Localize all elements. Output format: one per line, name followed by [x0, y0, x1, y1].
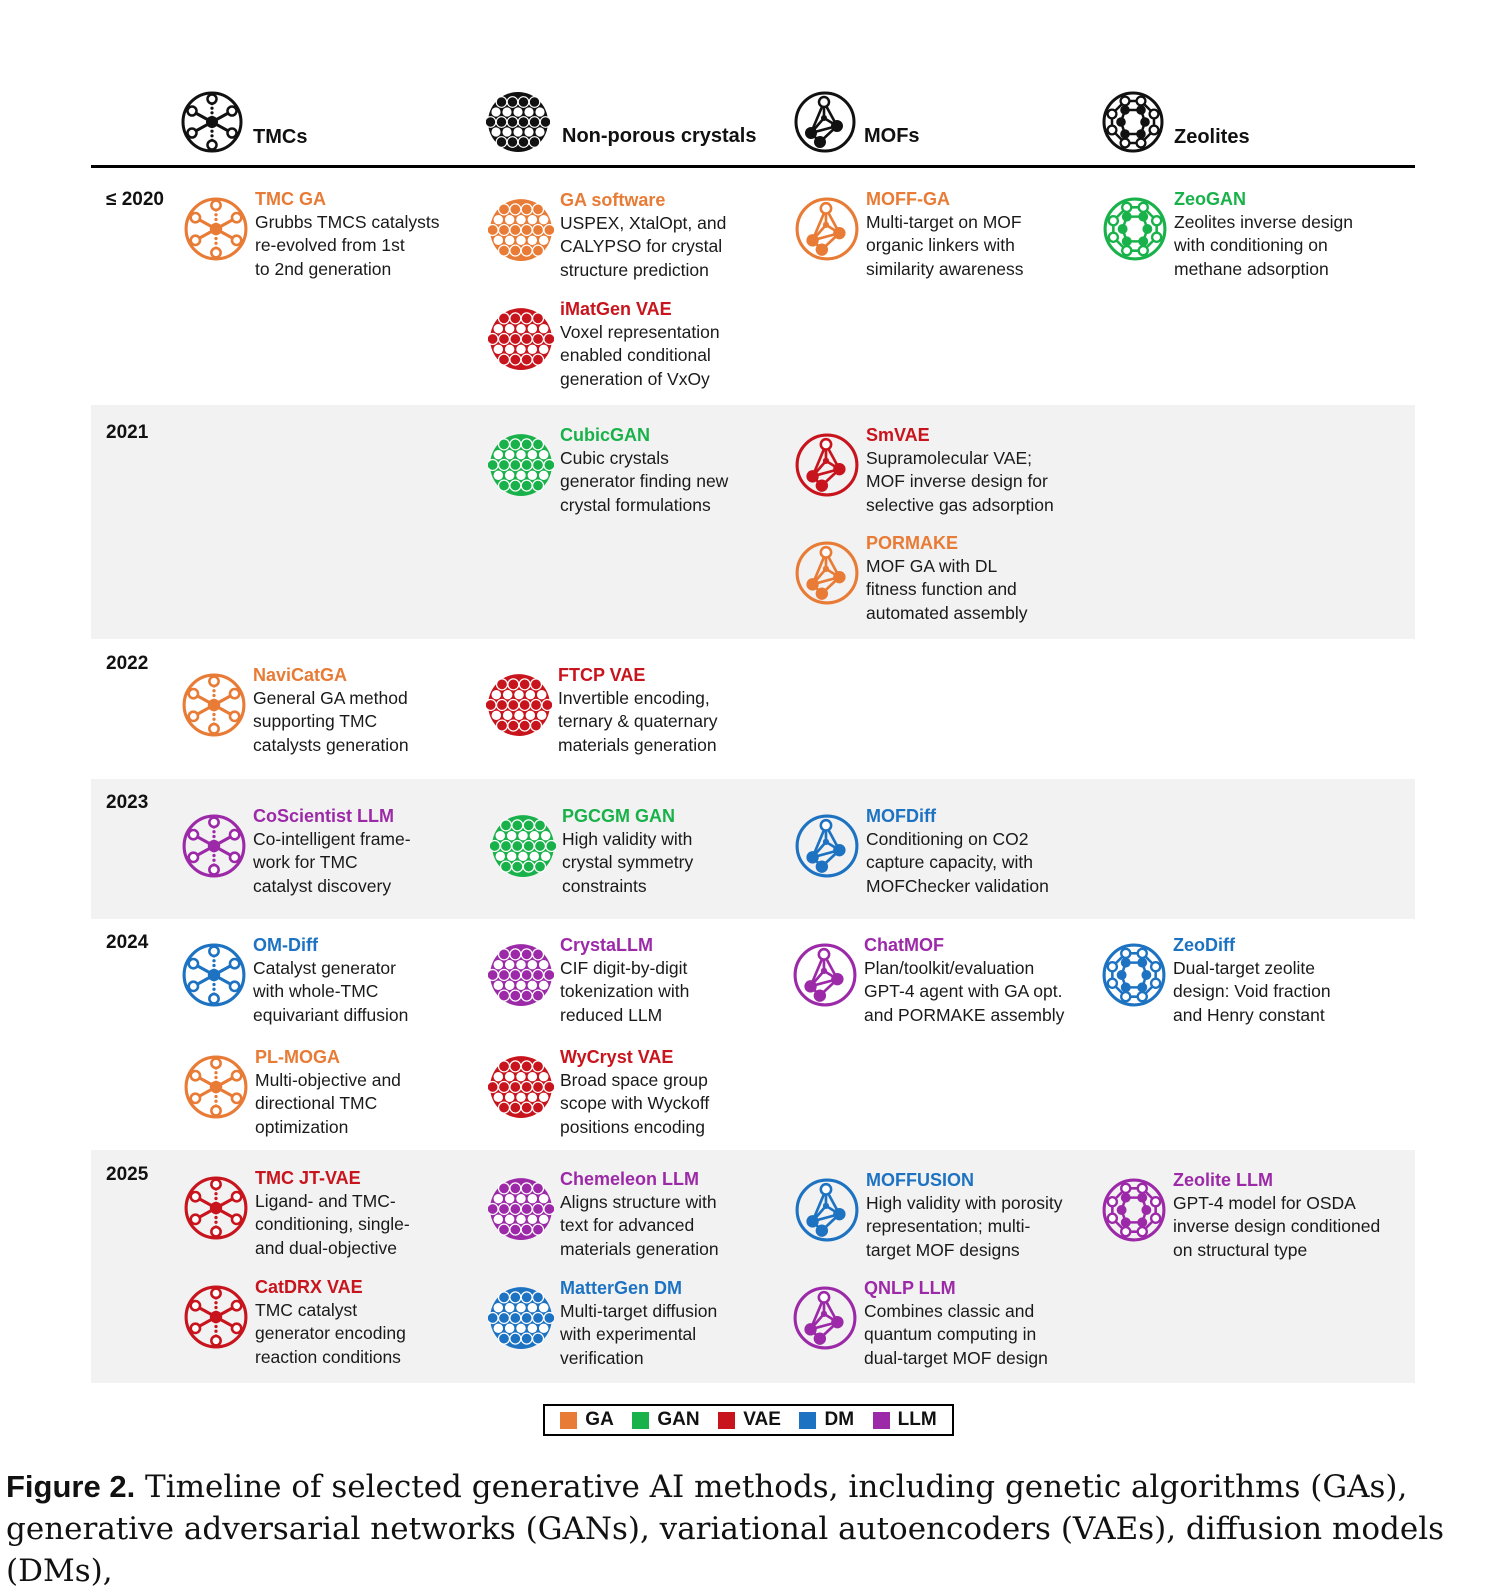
zeolite-icon [1101, 942, 1167, 1008]
entry-text [866, 188, 1116, 281]
entry-text [253, 805, 503, 898]
method-description: Dual-target zeolite design: Void fraction and Henry constant [1173, 958, 1331, 1025]
mof-icon [793, 90, 857, 154]
entry-text [1173, 934, 1423, 1027]
tmc-icon [183, 196, 249, 262]
entry-text [255, 1167, 505, 1260]
mof-icon [794, 196, 860, 262]
mof-icon [794, 540, 860, 606]
method-name: MOFF-GA [866, 189, 950, 209]
method-name: ChatMOF [864, 935, 944, 955]
method-name: MOFDiff [866, 806, 936, 826]
column-label: MOFs [864, 125, 920, 147]
figure-label: Figure 2. [6, 1469, 136, 1504]
method-description: Combines classic and quantum computing in dual-target MOF design [864, 1301, 1048, 1368]
method-description: Grubbs TMCS catalysts re-evolved from 1st to 2nd generation [255, 212, 440, 279]
method-name: ZeoDiff [1173, 935, 1235, 955]
crystal-icon [488, 1054, 554, 1120]
entry-text [560, 934, 810, 1027]
legend-swatch [632, 1412, 649, 1429]
method-description: MOF GA with DL fitness function and automated assembly [866, 556, 1028, 623]
legend-item-dm [799, 1409, 854, 1431]
method-name: OM-Diff [253, 935, 318, 955]
method-name: CoScientist LLM [253, 806, 395, 826]
method-name: GA software [560, 190, 666, 210]
method-description: CIF digit-by-digit tokenization with reduced LLM [560, 958, 690, 1025]
tmc-icon [180, 90, 244, 154]
caption-text: Timeline of selected generative AI methods, including genetic algorithms (GAs), generative adversarial networks (GANs), variational autoencoders (VAEs), diffusion models (DMs), [6, 1469, 1445, 1589]
legend-swatch [718, 1412, 735, 1429]
column-label: Zeolites [1174, 126, 1250, 148]
crystal-icon [488, 306, 554, 372]
entry-text [253, 664, 503, 757]
mof-icon [794, 813, 860, 879]
zeolite-icon [1101, 90, 1165, 154]
method-name: MatterGen DM [560, 1278, 683, 1298]
legend-label: DM [824, 1409, 855, 1430]
tmc-icon [181, 813, 247, 879]
tmc-icon [183, 1284, 249, 1350]
method-description: Conditioning on CO2 capture capacity, with MOFChecker validation [866, 829, 1049, 896]
method-description: Zeolites inverse design with conditioning on methane adsorption [1174, 212, 1353, 279]
entry-text [558, 664, 808, 757]
method-description: Co-intelligent frame- work for TMC catalyst discovery [253, 829, 411, 896]
year-label: 2022 [106, 653, 149, 674]
legend-label: VAE [743, 1409, 781, 1430]
method-name: WyCryst VAE [560, 1047, 674, 1067]
legend-label: LLM [897, 1409, 937, 1430]
entry-text [560, 1046, 810, 1139]
header-rule [91, 165, 1415, 168]
method-name: PL-MOGA [255, 1047, 340, 1067]
method-description: Cubic crystals generator finding new crystal formulations [560, 448, 729, 515]
legend-item-llm [873, 1409, 937, 1431]
method-name: Chemeleon LLM [560, 1169, 700, 1189]
entry-text [1173, 1169, 1423, 1262]
method-description: Aligns structure with text for advanced materials generation [560, 1192, 719, 1259]
method-name: SmVAE [866, 425, 930, 445]
entry-text [864, 1277, 1114, 1370]
entry-text [255, 188, 505, 281]
tmc-icon [183, 1175, 249, 1241]
entry-text [866, 1169, 1116, 1262]
method-description: General GA method supporting TMC catalysts generation [253, 688, 409, 755]
method-description: Invertible encoding, ternary & quaternary materials generation [558, 688, 718, 755]
legend-item-ga [560, 1409, 614, 1431]
crystal-icon [490, 813, 556, 879]
entry-text [866, 532, 1116, 625]
legend-swatch [560, 1412, 577, 1429]
method-description: USPEX, XtalOpt, and CALYPSO for crystal structure prediction [560, 213, 727, 280]
entry-text [562, 805, 812, 898]
column-label: Non-porous crystals [562, 125, 757, 147]
method-name: MOFFUSION [866, 1170, 974, 1190]
method-description: Multi-target on MOF organic linkers with similarity awareness [866, 212, 1024, 279]
method-description: TMC catalyst generator encoding reaction conditions [255, 1300, 406, 1367]
method-description: Multi-target diffusion with experimental verification [560, 1301, 718, 1368]
method-name: Zeolite LLM [1173, 1170, 1273, 1190]
method-description: Voxel representation enabled conditional generation of VxOy [560, 322, 720, 389]
entry-text [560, 424, 810, 517]
method-name: PGCGM GAN [562, 806, 676, 826]
crystal-icon [488, 1176, 554, 1242]
zeolite-icon [1102, 196, 1168, 262]
crystal-icon [488, 432, 554, 498]
entry-text [864, 934, 1114, 1027]
crystal-icon [488, 197, 554, 263]
method-description: GPT-4 model for OSDA inverse design conditioned on structural type [1173, 1193, 1381, 1260]
method-name: CubicGAN [560, 425, 650, 445]
method-name: NaviCatGA [253, 665, 348, 685]
method-name: TMC GA [255, 189, 326, 209]
method-name: QNLP LLM [864, 1278, 956, 1298]
method-name: iMatGen VAE [560, 299, 672, 319]
method-description: Ligand- and TMC- conditioning, single- and dual-objective [255, 1191, 410, 1258]
legend-swatch [873, 1412, 890, 1429]
method-description: Multi-objective and directional TMC optimization [255, 1070, 401, 1137]
tmc-icon [181, 672, 247, 738]
entry-text [1174, 188, 1424, 281]
legend-label: GAN [657, 1409, 700, 1430]
entry-text [560, 298, 810, 391]
crystal-icon [488, 1285, 554, 1351]
tmc-icon [181, 942, 247, 1008]
legend-item-vae [718, 1409, 781, 1431]
method-name: CatDRX VAE [255, 1277, 363, 1297]
entry-text [255, 1276, 505, 1369]
method-name: CrystaLLM [560, 935, 654, 955]
entry-text [560, 1277, 810, 1370]
method-name: FTCP VAE [558, 665, 646, 685]
column-label: TMCs [253, 126, 308, 148]
mof-icon [794, 1177, 860, 1243]
method-description: Catalyst generator with whole-TMC equivariant diffusion [253, 958, 409, 1025]
method-name: ZeoGAN [1174, 189, 1246, 209]
entry-text [560, 1168, 810, 1261]
method-name: TMC JT-VAE [255, 1168, 361, 1188]
method-description: Broad space group scope with Wyckoff positions encoding [560, 1070, 710, 1137]
entry-text [253, 934, 503, 1027]
year-label: 2025 [106, 1164, 149, 1185]
mof-icon [794, 432, 860, 498]
method-name: PORMAKE [866, 533, 959, 553]
year-label: 2023 [106, 792, 149, 813]
legend-swatch [799, 1412, 816, 1429]
method-description: High validity with crystal symmetry constraints [562, 829, 694, 896]
crystal-icon [488, 942, 554, 1008]
crystal-icon [486, 672, 552, 738]
zeolite-icon [1101, 1177, 1167, 1243]
mof-icon [792, 1285, 858, 1351]
entry-text [560, 189, 810, 282]
mof-icon [792, 942, 858, 1008]
crystal-icon [486, 90, 550, 154]
legend [543, 1404, 954, 1436]
method-description: Plan/toolkit/evaluation GPT-4 agent with GA opt. and PORMAKE assembly [864, 958, 1065, 1025]
method-description: High validity with porosity representation; multi- target MOF designs [866, 1193, 1063, 1260]
entry-text [866, 805, 1116, 898]
year-label: ≤ 2020 [106, 189, 164, 210]
method-description: Supramolecular VAE; MOF inverse design for selective gas adsorption [866, 448, 1054, 515]
tmc-icon [183, 1054, 249, 1120]
legend-item-gan [632, 1409, 699, 1431]
entry-text [866, 424, 1116, 517]
entry-text [255, 1046, 505, 1139]
year-label: 2024 [106, 932, 149, 953]
year-label: 2021 [106, 422, 149, 443]
figure-caption [6, 1466, 1500, 1592]
legend-label: GA [585, 1409, 614, 1430]
